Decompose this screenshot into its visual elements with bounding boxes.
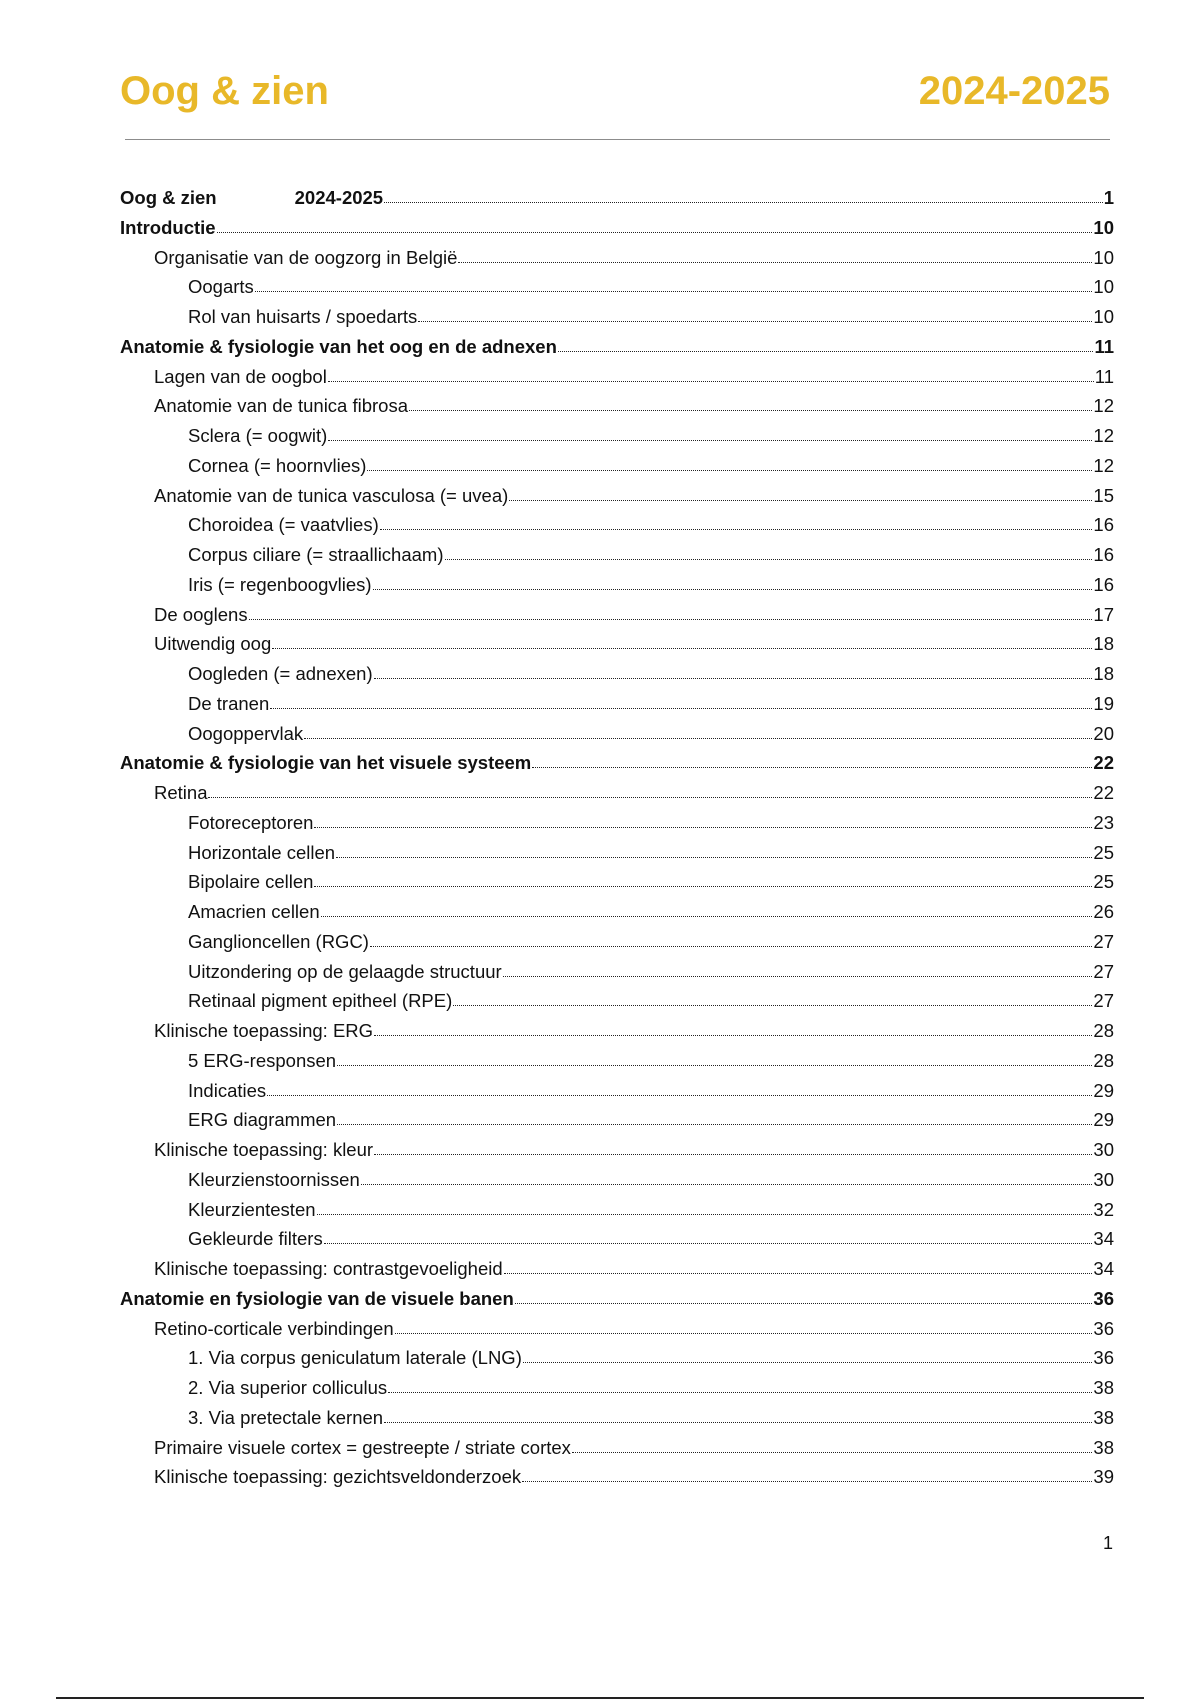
toc-entry-title: Uitzondering op de gelaagde structuur <box>188 960 502 982</box>
toc-entry-page: 10 <box>1093 276 1114 298</box>
toc-entry-page: 16 <box>1093 514 1114 536</box>
toc-leader-dots <box>374 677 1093 679</box>
toc-entry-page: 10 <box>1093 306 1114 327</box>
toc-entry-title: Primaire visuele cortex = gestreepte / striate cortex <box>154 1436 571 1458</box>
toc-leader-dots <box>523 1361 1093 1363</box>
toc-entry-page: 16 <box>1093 544 1114 565</box>
toc-entry-title: Oogleden (= adnexen) <box>188 663 373 684</box>
toc-entry[interactable] <box>120 302 1114 332</box>
toc-entry-page: 22 <box>1093 752 1114 774</box>
page-bottom-edge <box>56 1697 1144 1699</box>
toc-entry-page: 32 <box>1093 1198 1114 1220</box>
toc-entry[interactable] <box>120 659 1114 689</box>
toc-entry-page: 38 <box>1093 1436 1114 1458</box>
toc-leader-dots <box>395 1332 1093 1334</box>
toc-leader-dots <box>304 737 1092 739</box>
toc-entry-title: ERG diagrammen <box>188 1109 337 1131</box>
toc-entry-page: 34 <box>1093 1258 1114 1279</box>
toc-leader-dots <box>374 1034 1092 1036</box>
toc-entry[interactable] <box>120 1462 1114 1492</box>
toc-leader-dots <box>337 1123 1092 1125</box>
table-of-contents <box>120 183 1114 1492</box>
toc-entry-page: 12 <box>1093 425 1114 446</box>
toc-entry-page: 25 <box>1093 871 1114 893</box>
toc-entry-page: 27 <box>1093 990 1114 1012</box>
toc-entry-title: Oog & zien 2024-2025 <box>120 187 384 208</box>
toc-entry-page: 27 <box>1093 960 1114 982</box>
toc-entry-title: Gekleurde filters <box>188 1228 323 1250</box>
toc-leader-dots <box>509 499 1092 501</box>
toc-entry-title: Kleurzientesten <box>188 1198 316 1220</box>
toc-entry-title: Introductie <box>120 216 216 238</box>
toc-entry-title: Cornea (= hoornvlies) <box>188 454 367 476</box>
toc-entry[interactable] <box>120 362 1114 392</box>
toc-entry-title: Anatomie van de tunica vasculosa (= uvea) <box>154 484 509 506</box>
toc-entry[interactable] <box>120 570 1114 600</box>
page-number: 1 <box>1102 1533 1113 1553</box>
toc-entry-page: 38 <box>1093 1406 1114 1428</box>
toc-entry[interactable] <box>120 1254 1114 1284</box>
toc-entry-title: Anatomie van de tunica fibrosa <box>154 395 409 417</box>
toc-entry[interactable] <box>120 1343 1114 1373</box>
toc-entry-page: 22 <box>1093 782 1114 803</box>
toc-entry[interactable] <box>120 957 1114 987</box>
toc-leader-dots <box>208 796 1092 798</box>
toc-leader-dots <box>217 231 1093 233</box>
toc-entry[interactable] <box>120 272 1114 302</box>
toc-entry-page: 28 <box>1093 1049 1114 1071</box>
toc-leader-dots <box>453 1004 1092 1006</box>
toc-entry-title: 3. Via pretectale kernen <box>188 1406 384 1428</box>
toc-leader-dots <box>314 826 1092 828</box>
toc-entry[interactable] <box>120 838 1114 868</box>
toc-entry-title: Lagen van de oogbol <box>154 365 327 387</box>
toc-leader-dots <box>445 558 1093 560</box>
toc-entry[interactable] <box>120 1105 1114 1135</box>
toc-entry-title: Klinische toepassing: gezichtsveldonderzoek <box>154 1466 522 1488</box>
toc-leader-dots <box>374 1153 1092 1155</box>
toc-entry-title: Organisatie van de oogzorg in België <box>154 246 458 268</box>
toc-entry[interactable] <box>120 243 1114 273</box>
toc-entry[interactable] <box>120 1403 1114 1433</box>
toc-leader-dots <box>388 1391 1092 1393</box>
toc-entry-title: De tranen <box>188 692 270 714</box>
toc-entry-page: 12 <box>1093 454 1114 476</box>
toc-entry-page: 26 <box>1093 901 1114 922</box>
toc-entry-page: 10 <box>1093 216 1114 238</box>
document-header <box>120 66 1110 116</box>
toc-entry-page: 16 <box>1093 573 1114 595</box>
toc-entry-title: Indicaties <box>188 1079 267 1101</box>
toc-leader-dots <box>532 766 1092 768</box>
toc-leader-dots <box>328 380 1094 382</box>
toc-leader-dots <box>384 1421 1092 1423</box>
toc-leader-dots <box>267 1094 1092 1096</box>
toc-entry-title: Oogoppervlak <box>188 722 304 744</box>
toc-entry-page: 19 <box>1093 692 1114 714</box>
header-title: Oog & zien <box>120 69 329 113</box>
toc-entry[interactable] <box>120 1224 1114 1254</box>
toc-entry[interactable] <box>120 808 1114 838</box>
toc-entry[interactable] <box>120 510 1114 540</box>
toc-entry-page: 27 <box>1093 930 1114 952</box>
toc-entry-page: 38 <box>1093 1377 1114 1398</box>
toc-entry[interactable] <box>120 332 1114 362</box>
toc-entry[interactable] <box>120 1433 1114 1463</box>
toc-entry[interactable] <box>120 689 1114 719</box>
toc-entry-page: 36 <box>1093 1347 1114 1369</box>
toc-entry-title: Sclera (= oogwit) <box>188 425 328 446</box>
toc-entry[interactable] <box>120 719 1114 749</box>
toc-leader-dots <box>458 261 1092 263</box>
toc-leader-dots <box>314 885 1092 887</box>
toc-entry-title: Anatomie & fysiologie van het visuele systeem <box>120 752 532 774</box>
toc-entry-title: Anatomie & fysiologie van het oog en de adnexen <box>120 335 557 357</box>
toc-entry[interactable] <box>120 1314 1114 1344</box>
toc-entry[interactable] <box>120 748 1114 778</box>
toc-leader-dots <box>370 945 1092 947</box>
toc-entry-title: Uitwendig oog <box>154 633 272 655</box>
toc-leader-dots <box>321 915 1093 917</box>
toc-entry[interactable] <box>120 421 1114 451</box>
toc-leader-dots <box>384 201 1103 203</box>
toc-entry-page: 1 <box>1103 187 1114 208</box>
toc-entry[interactable] <box>120 1373 1114 1403</box>
toc-leader-dots <box>367 469 1092 471</box>
toc-entry-title: Iris (= regenboogvlies) <box>188 573 372 595</box>
toc-entry-page: 10 <box>1093 246 1114 268</box>
toc-leader-dots <box>272 647 1092 649</box>
toc-entry[interactable] <box>120 540 1114 570</box>
toc-entry-title: Rol van huisarts / spoedarts <box>188 306 418 327</box>
toc-entry-title: Klinische toepassing: kleur <box>154 1139 374 1160</box>
toc-entry[interactable] <box>120 986 1114 1016</box>
toc-leader-dots <box>380 528 1093 530</box>
toc-entry-page: 29 <box>1093 1079 1114 1101</box>
toc-entry[interactable] <box>120 213 1114 243</box>
toc-entry-page: 20 <box>1093 722 1114 744</box>
toc-leader-dots <box>249 618 1093 620</box>
toc-entry-page: 18 <box>1093 633 1114 655</box>
toc-entry-page: 11 <box>1094 365 1114 387</box>
toc-entry-page: 17 <box>1093 603 1114 625</box>
toc-leader-dots <box>270 707 1092 709</box>
header-divider <box>125 139 1110 140</box>
toc-leader-dots <box>418 320 1092 322</box>
toc-leader-dots <box>317 1213 1093 1215</box>
toc-leader-dots <box>255 290 1093 292</box>
toc-entry-page: 28 <box>1093 1020 1114 1041</box>
toc-entry-page: 29 <box>1093 1109 1114 1131</box>
toc-entry[interactable] <box>120 1165 1114 1195</box>
toc-entry-page: 15 <box>1093 484 1114 506</box>
toc-entry-title: 5 ERG-responsen <box>188 1049 337 1071</box>
toc-entry-title: Retino-corticale verbindingen <box>154 1317 394 1339</box>
toc-leader-dots <box>558 350 1094 352</box>
toc-entry-page: 30 <box>1093 1139 1114 1160</box>
toc-entry[interactable] <box>120 481 1114 511</box>
toc-entry-title: 2. Via superior colliculus <box>188 1377 388 1398</box>
toc-entry[interactable] <box>120 1284 1114 1314</box>
toc-entry-title: Oogarts <box>188 276 254 298</box>
toc-entry-title: De ooglens <box>154 603 248 625</box>
toc-leader-dots <box>361 1183 1093 1185</box>
toc-entry-title: Retina <box>154 782 208 803</box>
toc-entry-title: Amacrien cellen <box>188 901 320 922</box>
toc-entry[interactable] <box>120 451 1114 481</box>
toc-entry-title: Bipolaire cellen <box>188 871 314 893</box>
toc-entry-title: Choroidea (= vaatvlies) <box>188 514 379 536</box>
toc-entry-page: 34 <box>1093 1228 1114 1250</box>
toc-entry-title: 1. Via corpus geniculatum laterale (LNG) <box>188 1347 522 1369</box>
toc-entry-title: Ganglioncellen (RGC) <box>188 930 369 952</box>
toc-entry-title: Horizontale cellen <box>188 841 336 863</box>
toc-entry[interactable] <box>120 778 1114 808</box>
toc-entry[interactable] <box>120 183 1114 213</box>
toc-entry[interactable] <box>120 1076 1114 1106</box>
toc-entry-title: Fotoreceptoren <box>188 811 314 833</box>
toc-leader-dots <box>503 975 1093 977</box>
toc-entry[interactable] <box>120 867 1114 897</box>
toc-leader-dots <box>515 1302 1093 1304</box>
toc-leader-dots <box>522 1480 1092 1482</box>
toc-entry-page: 11 <box>1094 335 1114 357</box>
toc-entry-title: Klinische toepassing: ERG <box>154 1020 374 1041</box>
toc-entry-page: 12 <box>1093 395 1114 417</box>
toc-entry-page: 30 <box>1093 1168 1114 1190</box>
toc-leader-dots <box>504 1272 1093 1274</box>
toc-leader-dots <box>572 1451 1092 1453</box>
toc-entry-page: 36 <box>1093 1317 1114 1339</box>
toc-entry-title: Klinische toepassing: contrastgevoeligheid <box>154 1258 503 1279</box>
toc-entry[interactable] <box>120 1195 1114 1225</box>
toc-entry[interactable] <box>120 897 1114 927</box>
toc-leader-dots <box>337 1064 1092 1066</box>
toc-leader-dots <box>336 856 1092 858</box>
toc-leader-dots <box>373 588 1093 590</box>
toc-entry-page: 39 <box>1093 1466 1114 1488</box>
toc-entry-page: 18 <box>1093 663 1114 684</box>
toc-leader-dots <box>324 1242 1093 1244</box>
toc-entry-title: Kleurzienstoornissen <box>188 1168 360 1190</box>
toc-leader-dots <box>328 439 1092 441</box>
toc-entry-page: 25 <box>1093 841 1114 863</box>
toc-entry-page: 23 <box>1093 811 1114 833</box>
toc-leader-dots <box>409 409 1092 411</box>
toc-entry[interactable] <box>120 391 1114 421</box>
toc-entry[interactable] <box>120 629 1114 659</box>
toc-entry-page: 36 <box>1093 1287 1114 1309</box>
toc-entry-title: Anatomie en fysiologie van de visuele banen <box>120 1287 514 1309</box>
toc-entry[interactable] <box>120 1135 1114 1165</box>
header-year: 2024-2025 <box>918 69 1110 113</box>
toc-entry-title: Retinaal pigment epitheel (RPE) <box>188 990 453 1012</box>
toc-entry[interactable] <box>120 1046 1114 1076</box>
toc-entry[interactable] <box>120 927 1114 957</box>
toc-entry[interactable] <box>120 1016 1114 1046</box>
toc-entry-subtitle: 2024-2025 <box>294 187 384 208</box>
toc-entry-title: Corpus ciliare (= straallichaam) <box>188 544 444 565</box>
toc-entry[interactable] <box>120 600 1114 630</box>
